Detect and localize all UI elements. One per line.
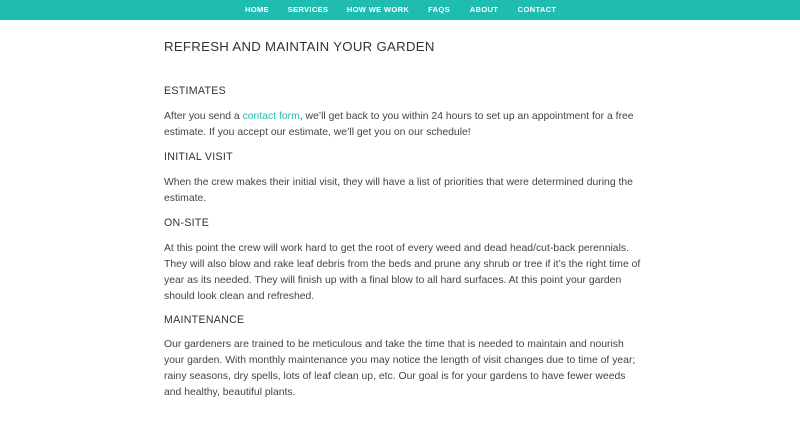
maintenance-heading: MAINTENANCE xyxy=(164,314,245,326)
nav-menu xyxy=(0,0,800,20)
nav-item-how-we-work[interactable]: HOW WE WORK xyxy=(346,5,410,14)
initial-visit-heading: INITIAL VISIT xyxy=(164,151,233,163)
estimates-heading: ESTIMATES xyxy=(164,85,226,97)
on-site-paragraph: At this point the crew will work hard to get the root of every weed and dead head/cut-back perennials. They will also blow and rake leaf debris from the beds and prune any shrub or tree if it’s the right time of year as its needed. They will finish up with a final blow to all hard surfaces. At this point your garden should look clean and refreshed. xyxy=(164,243,641,302)
nav-item-faqs[interactable]: FAQS xyxy=(428,5,450,14)
estimates-paragraph xyxy=(164,109,644,141)
page-title: REFRESH AND MAINTAIN YOUR GARDEN xyxy=(164,39,435,54)
nav-item-about[interactable]: ABOUT xyxy=(469,5,499,14)
top-navigation-bar xyxy=(0,0,800,20)
nav-item-services[interactable]: SERVICES xyxy=(287,5,329,14)
contact-form-link[interactable]: contact form xyxy=(242,111,300,122)
initial-visit-paragraph: When the crew makes their initial visit, they will have a list of priorities that were determined during the estimate. xyxy=(164,177,633,204)
on-site-heading: ON-SITE xyxy=(164,217,210,229)
estimates-text-start: After you send a xyxy=(164,111,243,122)
nav-item-contact[interactable]: CONTACT xyxy=(517,5,557,14)
estimates-text-end: , we’ll get back to you within 24 hours to set up an appointment for a free estimate. If you accept our estimate, we’ll get you on our schedule! xyxy=(164,111,634,138)
nav-item-home[interactable]: HOME xyxy=(245,5,269,14)
maintenance-paragraph: Our gardeners are trained to be meticulous and take the time that is needed to maintain and nourish your garden. With monthly maintenance you may notice the length of visit changes due to time of year; rainy seasons, dry spells, lots of leaf clean up, etc. Our goal is for your gardens to have fewer weeds and healthy, beautiful plants. xyxy=(164,339,636,398)
